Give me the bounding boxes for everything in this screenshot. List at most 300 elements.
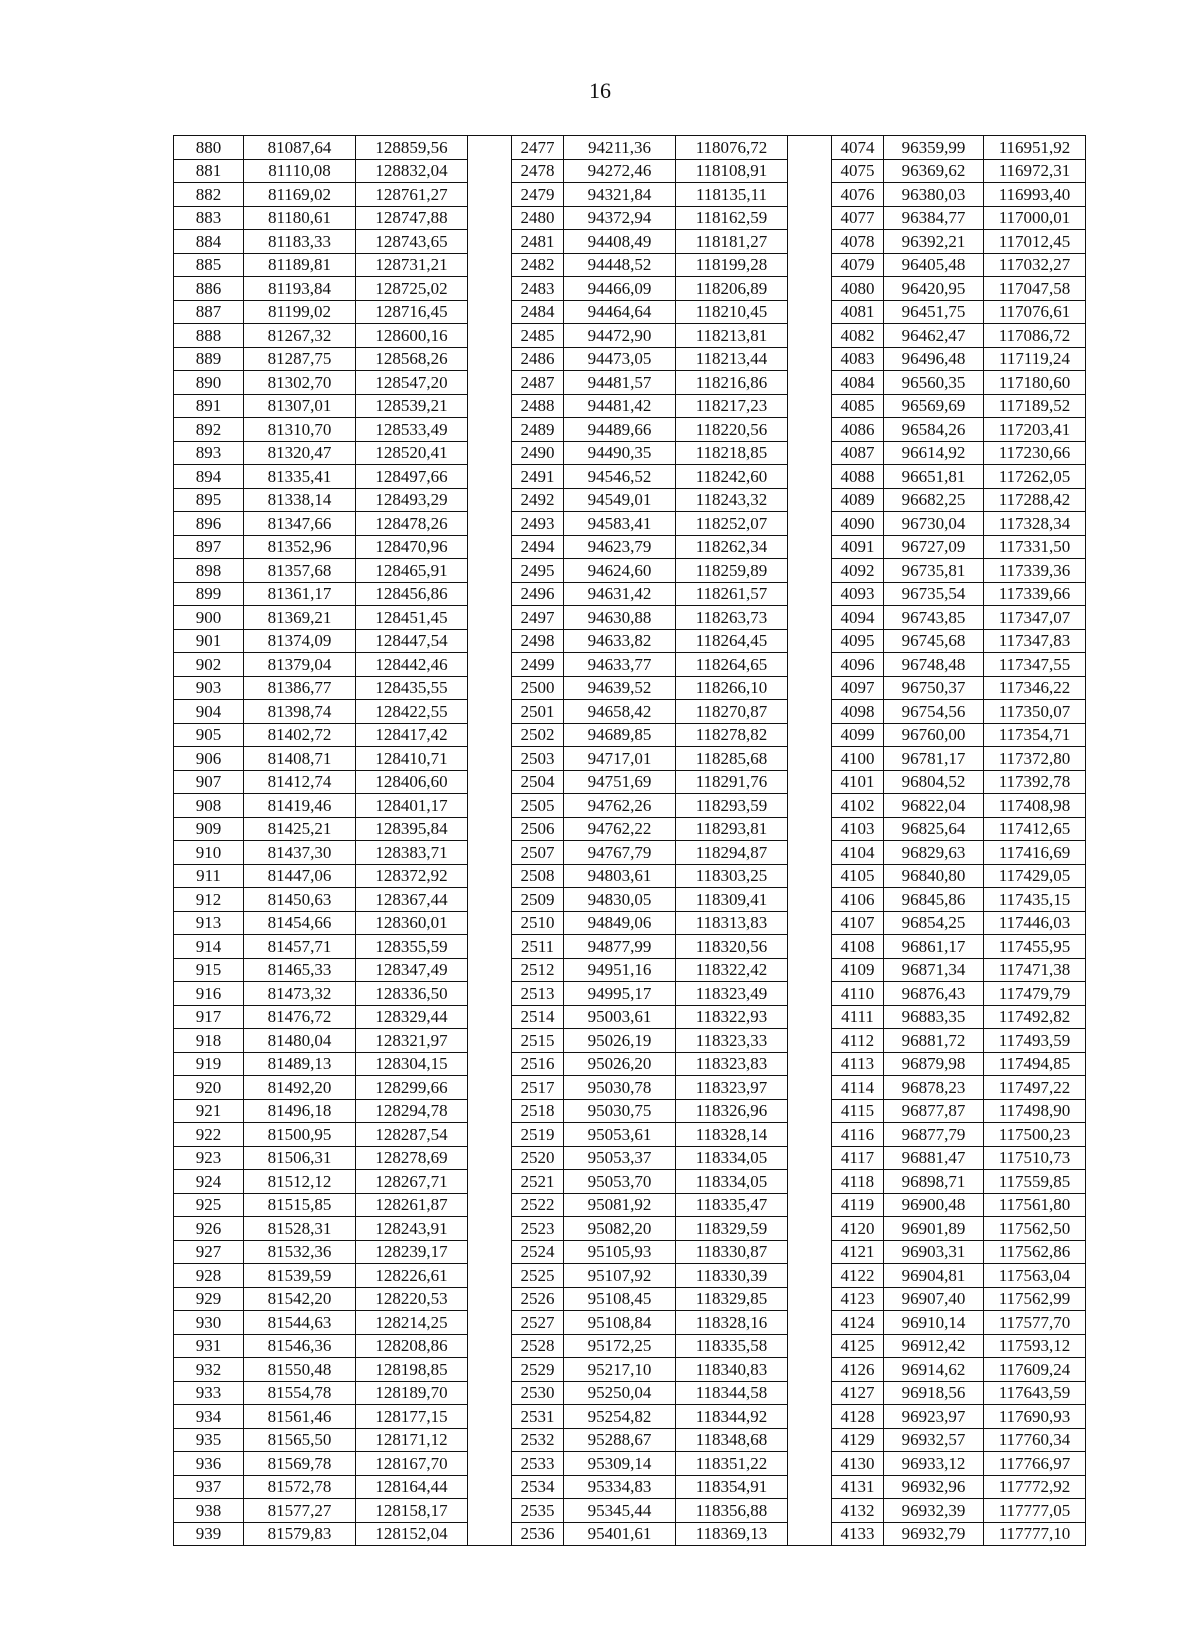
point-number-cell: 2480 <box>512 206 564 230</box>
column-separator <box>468 1452 512 1476</box>
y-coordinate-cell: 117012,45 <box>984 230 1086 254</box>
point-number-cell: 4118 <box>832 1170 884 1194</box>
x-coordinate-cell: 96932,79 <box>884 1522 984 1546</box>
x-coordinate-cell: 94631,42 <box>564 582 676 606</box>
x-coordinate-cell: 81569,78 <box>244 1452 356 1476</box>
point-number-cell: 912 <box>174 888 244 912</box>
y-coordinate-cell: 128456,86 <box>356 582 468 606</box>
point-number-cell: 2505 <box>512 794 564 818</box>
x-coordinate-cell: 81386,77 <box>244 676 356 700</box>
point-number-cell: 2501 <box>512 700 564 724</box>
point-number-cell: 2495 <box>512 559 564 583</box>
x-coordinate-cell: 81496,18 <box>244 1099 356 1123</box>
point-number-cell: 938 <box>174 1499 244 1523</box>
point-number-cell: 897 <box>174 535 244 559</box>
point-number-cell: 2502 <box>512 723 564 747</box>
y-coordinate-cell: 117392,78 <box>984 770 1086 794</box>
x-coordinate-cell: 94717,01 <box>564 747 676 771</box>
x-coordinate-cell: 81572,78 <box>244 1475 356 1499</box>
x-coordinate-cell: 96384,77 <box>884 206 984 230</box>
y-coordinate-cell: 128294,78 <box>356 1099 468 1123</box>
x-coordinate-cell: 95108,45 <box>564 1287 676 1311</box>
x-coordinate-cell: 81307,01 <box>244 394 356 418</box>
y-coordinate-cell: 118344,58 <box>676 1381 788 1405</box>
y-coordinate-cell: 117346,22 <box>984 676 1086 700</box>
point-number-cell: 899 <box>174 582 244 606</box>
x-coordinate-cell: 81577,27 <box>244 1499 356 1523</box>
point-number-cell: 4096 <box>832 653 884 677</box>
column-separator <box>788 1240 832 1264</box>
y-coordinate-cell: 117331,50 <box>984 535 1086 559</box>
point-number-cell: 4116 <box>832 1123 884 1147</box>
x-coordinate-cell: 94849,06 <box>564 911 676 935</box>
point-number-cell: 4079 <box>832 253 884 277</box>
column-separator <box>468 1381 512 1405</box>
point-number-cell: 2518 <box>512 1099 564 1123</box>
table-row <box>174 1029 1086 1053</box>
table-row <box>174 277 1086 301</box>
x-coordinate-cell: 96451,75 <box>884 300 984 324</box>
y-coordinate-cell: 128267,71 <box>356 1170 468 1194</box>
x-coordinate-cell: 94633,82 <box>564 629 676 653</box>
column-separator <box>788 1052 832 1076</box>
point-number-cell: 918 <box>174 1029 244 1053</box>
table-row <box>174 559 1086 583</box>
y-coordinate-cell: 117076,61 <box>984 300 1086 324</box>
x-coordinate-cell: 96904,81 <box>884 1264 984 1288</box>
y-coordinate-cell: 128304,15 <box>356 1052 468 1076</box>
x-coordinate-cell: 96760,00 <box>884 723 984 747</box>
x-coordinate-cell: 96878,23 <box>884 1076 984 1100</box>
y-coordinate-cell: 117500,23 <box>984 1123 1086 1147</box>
point-number-cell: 2497 <box>512 606 564 630</box>
x-coordinate-cell: 81189,81 <box>244 253 356 277</box>
x-coordinate-cell: 96735,54 <box>884 582 984 606</box>
x-coordinate-cell: 94321,84 <box>564 183 676 207</box>
y-coordinate-cell: 118263,73 <box>676 606 788 630</box>
point-number-cell: 2499 <box>512 653 564 677</box>
x-coordinate-cell: 94472,90 <box>564 324 676 348</box>
y-coordinate-cell: 117471,38 <box>984 958 1086 982</box>
column-separator <box>788 935 832 959</box>
y-coordinate-cell: 117347,55 <box>984 653 1086 677</box>
x-coordinate-cell: 81110,08 <box>244 159 356 183</box>
point-number-cell: 925 <box>174 1193 244 1217</box>
x-coordinate-cell: 96881,72 <box>884 1029 984 1053</box>
column-separator <box>468 1193 512 1217</box>
point-number-cell: 4132 <box>832 1499 884 1523</box>
y-coordinate-cell: 118293,81 <box>676 817 788 841</box>
x-coordinate-cell: 96730,04 <box>884 512 984 536</box>
point-number-cell: 4129 <box>832 1428 884 1452</box>
y-coordinate-cell: 128747,88 <box>356 206 468 230</box>
column-separator <box>468 324 512 348</box>
x-coordinate-cell: 94546,52 <box>564 465 676 489</box>
table-row <box>174 888 1086 912</box>
point-number-cell: 4119 <box>832 1193 884 1217</box>
table-row <box>174 700 1086 724</box>
x-coordinate-cell: 96822,04 <box>884 794 984 818</box>
y-coordinate-cell: 128761,27 <box>356 183 468 207</box>
x-coordinate-cell: 81550,48 <box>244 1358 356 1382</box>
y-coordinate-cell: 128493,29 <box>356 488 468 512</box>
y-coordinate-cell: 128189,70 <box>356 1381 468 1405</box>
table-row <box>174 371 1086 395</box>
y-coordinate-cell: 128177,15 <box>356 1405 468 1429</box>
y-coordinate-cell: 118323,49 <box>676 982 788 1006</box>
point-number-cell: 883 <box>174 206 244 230</box>
point-number-cell: 882 <box>174 183 244 207</box>
x-coordinate-cell: 95082,20 <box>564 1217 676 1241</box>
column-separator <box>468 347 512 371</box>
y-coordinate-cell: 128347,49 <box>356 958 468 982</box>
point-number-cell: 4074 <box>832 136 884 160</box>
y-coordinate-cell: 128167,70 <box>356 1452 468 1476</box>
x-coordinate-cell: 96359,99 <box>884 136 984 160</box>
column-separator <box>788 1029 832 1053</box>
table-row <box>174 206 1086 230</box>
x-coordinate-cell: 81419,46 <box>244 794 356 818</box>
point-number-cell: 4101 <box>832 770 884 794</box>
point-number-cell: 4076 <box>832 183 884 207</box>
table-row <box>174 1099 1086 1123</box>
y-coordinate-cell: 128442,46 <box>356 653 468 677</box>
point-number-cell: 900 <box>174 606 244 630</box>
y-coordinate-cell: 117203,41 <box>984 418 1086 442</box>
y-coordinate-cell: 118322,93 <box>676 1005 788 1029</box>
y-coordinate-cell: 128533,49 <box>356 418 468 442</box>
table-row <box>174 1076 1086 1100</box>
table-row <box>174 1193 1086 1217</box>
column-separator <box>468 958 512 982</box>
y-coordinate-cell: 117498,90 <box>984 1099 1086 1123</box>
point-number-cell: 2498 <box>512 629 564 653</box>
y-coordinate-cell: 117189,52 <box>984 394 1086 418</box>
point-number-cell: 926 <box>174 1217 244 1241</box>
column-separator <box>788 159 832 183</box>
table-row <box>174 935 1086 959</box>
y-coordinate-cell: 128520,41 <box>356 441 468 465</box>
column-separator <box>788 676 832 700</box>
x-coordinate-cell: 94448,52 <box>564 253 676 277</box>
y-coordinate-cell: 117562,99 <box>984 1287 1086 1311</box>
x-coordinate-cell: 96876,43 <box>884 982 984 1006</box>
column-separator <box>788 1381 832 1405</box>
column-separator <box>788 1217 832 1241</box>
y-coordinate-cell: 117766,97 <box>984 1452 1086 1476</box>
column-separator <box>788 888 832 912</box>
x-coordinate-cell: 96420,95 <box>884 277 984 301</box>
point-number-cell: 934 <box>174 1405 244 1429</box>
x-coordinate-cell: 81532,36 <box>244 1240 356 1264</box>
y-coordinate-cell: 117643,59 <box>984 1381 1086 1405</box>
point-number-cell: 2529 <box>512 1358 564 1382</box>
column-separator <box>788 747 832 771</box>
column-separator <box>468 1522 512 1546</box>
point-number-cell: 2510 <box>512 911 564 935</box>
point-number-cell: 4099 <box>832 723 884 747</box>
point-number-cell: 2526 <box>512 1287 564 1311</box>
x-coordinate-cell: 96907,40 <box>884 1287 984 1311</box>
y-coordinate-cell: 118135,11 <box>676 183 788 207</box>
table-row <box>174 1522 1086 1546</box>
y-coordinate-cell: 117230,66 <box>984 441 1086 465</box>
column-separator <box>788 488 832 512</box>
y-coordinate-cell: 118259,89 <box>676 559 788 583</box>
x-coordinate-cell: 81450,63 <box>244 888 356 912</box>
x-coordinate-cell: 96861,17 <box>884 935 984 959</box>
table-row <box>174 1381 1086 1405</box>
coordinates-table <box>173 135 1086 1546</box>
point-number-cell: 2532 <box>512 1428 564 1452</box>
point-number-cell: 933 <box>174 1381 244 1405</box>
column-separator <box>788 1005 832 1029</box>
point-number-cell: 901 <box>174 629 244 653</box>
point-number-cell: 2520 <box>512 1146 564 1170</box>
x-coordinate-cell: 95334,83 <box>564 1475 676 1499</box>
x-coordinate-cell: 94489,66 <box>564 418 676 442</box>
y-coordinate-cell: 118217,23 <box>676 394 788 418</box>
x-coordinate-cell: 96923,97 <box>884 1405 984 1429</box>
y-coordinate-cell: 116993,40 <box>984 183 1086 207</box>
table-row <box>174 300 1086 324</box>
x-coordinate-cell: 96462,47 <box>884 324 984 348</box>
y-coordinate-cell: 118266,10 <box>676 676 788 700</box>
y-coordinate-cell: 117690,93 <box>984 1405 1086 1429</box>
y-coordinate-cell: 118309,41 <box>676 888 788 912</box>
point-number-cell: 4082 <box>832 324 884 348</box>
column-separator <box>468 606 512 630</box>
x-coordinate-cell: 94803,61 <box>564 864 676 888</box>
y-coordinate-cell: 118334,05 <box>676 1146 788 1170</box>
column-separator <box>788 841 832 865</box>
y-coordinate-cell: 128261,87 <box>356 1193 468 1217</box>
x-coordinate-cell: 81544,63 <box>244 1311 356 1335</box>
y-coordinate-cell: 118242,60 <box>676 465 788 489</box>
column-separator <box>788 300 832 324</box>
y-coordinate-cell: 118294,87 <box>676 841 788 865</box>
table-row <box>174 535 1086 559</box>
point-number-cell: 2493 <box>512 512 564 536</box>
point-number-cell: 4098 <box>832 700 884 724</box>
x-coordinate-cell: 94751,69 <box>564 770 676 794</box>
column-separator <box>788 371 832 395</box>
column-separator <box>468 1287 512 1311</box>
point-number-cell: 4127 <box>832 1381 884 1405</box>
table-row <box>174 1428 1086 1452</box>
x-coordinate-cell: 81489,13 <box>244 1052 356 1076</box>
y-coordinate-cell: 117119,24 <box>984 347 1086 371</box>
x-coordinate-cell: 95003,61 <box>564 1005 676 1029</box>
point-number-cell: 930 <box>174 1311 244 1335</box>
y-coordinate-cell: 117339,36 <box>984 559 1086 583</box>
y-coordinate-cell: 117347,83 <box>984 629 1086 653</box>
point-number-cell: 4097 <box>832 676 884 700</box>
table-row <box>174 324 1086 348</box>
x-coordinate-cell: 81287,75 <box>244 347 356 371</box>
point-number-cell: 921 <box>174 1099 244 1123</box>
y-coordinate-cell: 117559,85 <box>984 1170 1086 1194</box>
point-number-cell: 910 <box>174 841 244 865</box>
column-separator <box>788 723 832 747</box>
point-number-cell: 913 <box>174 911 244 935</box>
table-row <box>174 676 1086 700</box>
y-coordinate-cell: 118293,59 <box>676 794 788 818</box>
x-coordinate-cell: 81357,68 <box>244 559 356 583</box>
column-separator <box>788 629 832 653</box>
x-coordinate-cell: 96933,12 <box>884 1452 984 1476</box>
y-coordinate-cell: 117047,58 <box>984 277 1086 301</box>
column-separator <box>788 582 832 606</box>
point-number-cell: 2507 <box>512 841 564 865</box>
x-coordinate-cell: 81361,17 <box>244 582 356 606</box>
point-number-cell: 922 <box>174 1123 244 1147</box>
y-coordinate-cell: 118356,88 <box>676 1499 788 1523</box>
point-number-cell: 915 <box>174 958 244 982</box>
point-number-cell: 4124 <box>832 1311 884 1335</box>
x-coordinate-cell: 81454,66 <box>244 911 356 935</box>
table-row <box>174 159 1086 183</box>
x-coordinate-cell: 94630,88 <box>564 606 676 630</box>
point-number-cell: 894 <box>174 465 244 489</box>
column-separator <box>468 535 512 559</box>
x-coordinate-cell: 81193,84 <box>244 277 356 301</box>
x-coordinate-cell: 81338,14 <box>244 488 356 512</box>
x-coordinate-cell: 96932,39 <box>884 1499 984 1523</box>
y-coordinate-cell: 117561,80 <box>984 1193 1086 1217</box>
y-coordinate-cell: 118348,68 <box>676 1428 788 1452</box>
x-coordinate-cell: 81369,21 <box>244 606 356 630</box>
point-number-cell: 937 <box>174 1475 244 1499</box>
point-number-cell: 4085 <box>832 394 884 418</box>
column-separator <box>468 1240 512 1264</box>
column-separator <box>468 770 512 794</box>
x-coordinate-cell: 96392,21 <box>884 230 984 254</box>
table-row <box>174 1123 1086 1147</box>
x-coordinate-cell: 81180,61 <box>244 206 356 230</box>
point-number-cell: 4087 <box>832 441 884 465</box>
y-coordinate-cell: 118320,56 <box>676 935 788 959</box>
column-separator <box>468 394 512 418</box>
x-coordinate-cell: 94372,94 <box>564 206 676 230</box>
point-number-cell: 4075 <box>832 159 884 183</box>
column-separator <box>468 723 512 747</box>
point-number-cell: 4107 <box>832 911 884 935</box>
y-coordinate-cell: 128539,21 <box>356 394 468 418</box>
point-number-cell: 895 <box>174 488 244 512</box>
point-number-cell: 2491 <box>512 465 564 489</box>
point-number-cell: 884 <box>174 230 244 254</box>
y-coordinate-cell: 117347,07 <box>984 606 1086 630</box>
x-coordinate-cell: 81437,30 <box>244 841 356 865</box>
y-coordinate-cell: 117412,65 <box>984 817 1086 841</box>
y-coordinate-cell: 128406,60 <box>356 770 468 794</box>
x-coordinate-cell: 94762,22 <box>564 817 676 841</box>
x-coordinate-cell: 95108,84 <box>564 1311 676 1335</box>
point-number-cell: 4091 <box>832 535 884 559</box>
column-separator <box>788 1499 832 1523</box>
y-coordinate-cell: 117609,24 <box>984 1358 1086 1382</box>
column-separator <box>788 911 832 935</box>
x-coordinate-cell: 95026,20 <box>564 1052 676 1076</box>
point-number-cell: 2492 <box>512 488 564 512</box>
x-coordinate-cell: 94995,17 <box>564 982 676 1006</box>
y-coordinate-cell: 118252,07 <box>676 512 788 536</box>
y-coordinate-cell: 128152,04 <box>356 1522 468 1546</box>
point-number-cell: 4083 <box>832 347 884 371</box>
point-number-cell: 888 <box>174 324 244 348</box>
table-row <box>174 230 1086 254</box>
column-separator <box>468 1358 512 1382</box>
y-coordinate-cell: 117339,66 <box>984 582 1086 606</box>
column-separator <box>468 1217 512 1241</box>
point-number-cell: 2503 <box>512 747 564 771</box>
y-coordinate-cell: 118291,76 <box>676 770 788 794</box>
y-coordinate-cell: 118322,42 <box>676 958 788 982</box>
column-separator <box>468 1334 512 1358</box>
y-coordinate-cell: 118323,33 <box>676 1029 788 1053</box>
x-coordinate-cell: 94767,79 <box>564 841 676 865</box>
x-coordinate-cell: 94464,64 <box>564 300 676 324</box>
column-separator <box>788 700 832 724</box>
x-coordinate-cell: 95288,67 <box>564 1428 676 1452</box>
y-coordinate-cell: 128478,26 <box>356 512 468 536</box>
column-separator <box>788 864 832 888</box>
y-coordinate-cell: 128239,17 <box>356 1240 468 1264</box>
y-coordinate-cell: 118303,25 <box>676 864 788 888</box>
x-coordinate-cell: 81379,04 <box>244 653 356 677</box>
table-row <box>174 723 1086 747</box>
point-number-cell: 919 <box>174 1052 244 1076</box>
column-separator <box>788 324 832 348</box>
y-coordinate-cell: 117408,98 <box>984 794 1086 818</box>
y-coordinate-cell: 118330,39 <box>676 1264 788 1288</box>
x-coordinate-cell: 95030,75 <box>564 1099 676 1123</box>
point-number-cell: 4088 <box>832 465 884 489</box>
point-number-cell: 935 <box>174 1428 244 1452</box>
y-coordinate-cell: 128422,55 <box>356 700 468 724</box>
x-coordinate-cell: 81310,70 <box>244 418 356 442</box>
y-coordinate-cell: 118216,86 <box>676 371 788 395</box>
column-separator <box>788 183 832 207</box>
y-coordinate-cell: 118323,97 <box>676 1076 788 1100</box>
point-number-cell: 927 <box>174 1240 244 1264</box>
column-separator <box>468 1170 512 1194</box>
y-coordinate-cell: 117494,85 <box>984 1052 1086 1076</box>
y-coordinate-cell: 118278,82 <box>676 723 788 747</box>
column-separator <box>468 1076 512 1100</box>
column-separator <box>468 1264 512 1288</box>
y-coordinate-cell: 128731,21 <box>356 253 468 277</box>
point-number-cell: 4114 <box>832 1076 884 1100</box>
x-coordinate-cell: 81492,20 <box>244 1076 356 1100</box>
x-coordinate-cell: 96910,14 <box>884 1311 984 1335</box>
point-number-cell: 923 <box>174 1146 244 1170</box>
column-separator <box>468 676 512 700</box>
point-number-cell: 2481 <box>512 230 564 254</box>
column-separator <box>468 629 512 653</box>
y-coordinate-cell: 118369,13 <box>676 1522 788 1546</box>
table-row <box>174 347 1086 371</box>
x-coordinate-cell: 96914,62 <box>884 1358 984 1382</box>
page-number: 16 <box>589 78 611 103</box>
column-separator <box>468 1475 512 1499</box>
y-coordinate-cell: 118335,58 <box>676 1334 788 1358</box>
point-number-cell: 2523 <box>512 1217 564 1241</box>
x-coordinate-cell: 96825,64 <box>884 817 984 841</box>
y-coordinate-cell: 118243,32 <box>676 488 788 512</box>
point-number-cell: 4113 <box>832 1052 884 1076</box>
